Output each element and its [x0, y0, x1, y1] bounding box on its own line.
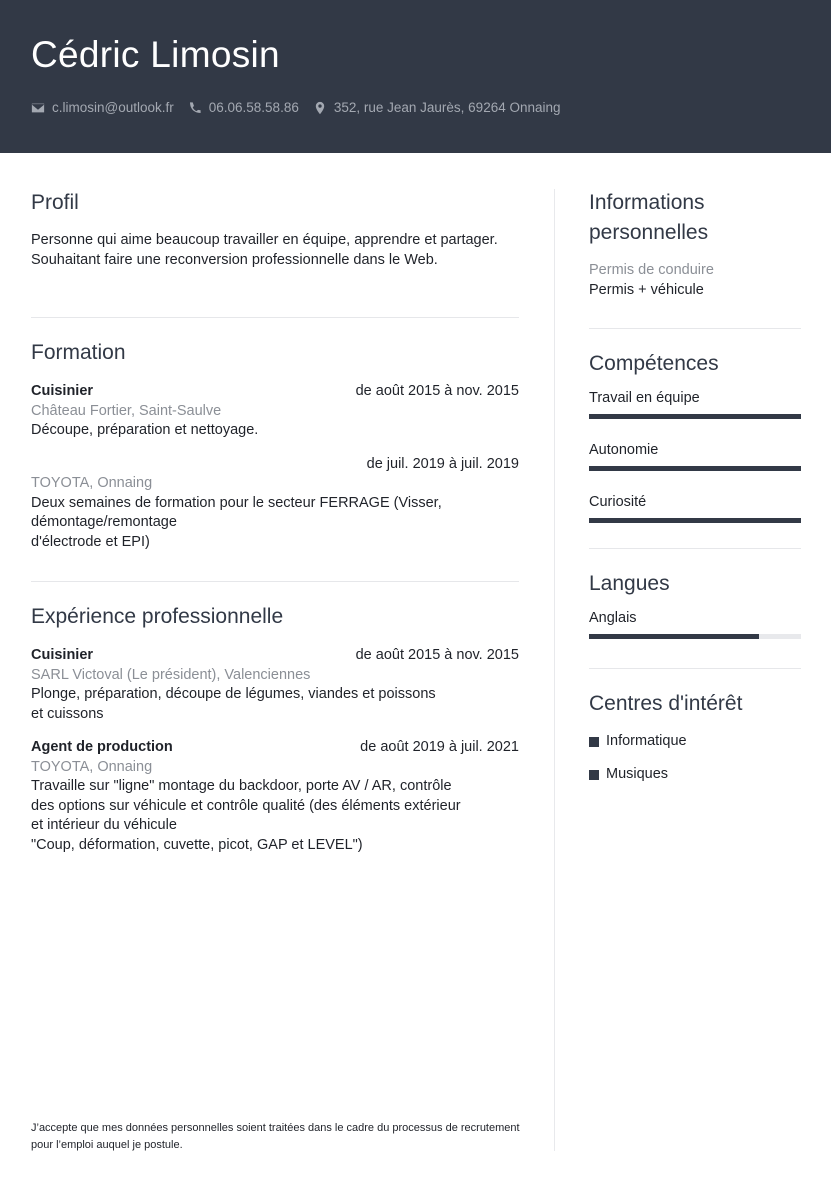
section-title-interests: Centres d'intérêt: [589, 692, 743, 715]
main-column: [31, 188, 519, 855]
language-level-fill: [589, 634, 759, 639]
section-title-languages: Langues: [589, 572, 670, 595]
contact-bar: [31, 100, 575, 115]
education-item-title: Cuisinier: [31, 383, 94, 399]
education-item-place: TOYOTA, Onnaing: [31, 475, 153, 491]
profile-text: Personne qui aime beaucoup travailler en équipe, apprendre et partager. Souhaitant faire une reconversion professionnelle dans le Web.: [31, 232, 498, 268]
section-divider: [589, 548, 801, 549]
section-title-personal-info: Informations personnelles: [589, 191, 709, 244]
interest-label: Informatique: [606, 733, 687, 749]
skill-level-bar: [589, 414, 801, 419]
contact-email[interactable]: [31, 100, 174, 115]
section-title-education: Formation: [31, 341, 126, 364]
column-divider: [554, 189, 555, 1151]
section-title-profile: Profil: [31, 191, 79, 214]
experience-item-place: SARL Victoval (Le président), Valenciennes: [31, 666, 311, 683]
experience-item-title: Agent de production: [31, 739, 173, 755]
license-label: Permis de conduire: [589, 262, 714, 278]
candidate-name: Cédric Limosin: [31, 34, 280, 75]
map-pin-icon: [313, 101, 327, 115]
resume-header: [0, 0, 831, 153]
section-title-experience: Expérience professionnelle: [31, 605, 284, 628]
square-bullet-icon: [589, 770, 599, 780]
interest-label: Musiques: [606, 766, 669, 782]
skill-label: Travail en équipe: [589, 390, 700, 406]
language-item: [589, 609, 801, 639]
experience-item: [31, 738, 519, 855]
skill-item: [589, 441, 801, 471]
experience-item-description: Plonge, préparation, découpe de légumes, viandes et poissons et cuissons: [31, 686, 436, 722]
experience-section: [31, 602, 519, 855]
education-item-description: Découpe, préparation et nettoyage.: [31, 422, 259, 438]
language-level-bar: [589, 634, 801, 639]
skill-item: [589, 389, 801, 419]
skill-item: [589, 493, 801, 523]
contact-address: [313, 100, 561, 115]
interest-item: [589, 732, 801, 751]
education-item: [31, 455, 519, 553]
skills-section: [589, 349, 801, 523]
side-column: [589, 188, 801, 798]
interests-section: [589, 689, 801, 784]
skill-level-fill: [589, 414, 801, 419]
education-item-date: de août 2015 à nov. 2015: [355, 383, 519, 399]
languages-section: [589, 569, 801, 639]
envelope-icon: [31, 101, 45, 115]
consent-note: J’accepte que mes données personnelles soient traitées dans le cadre du processus de recrutement pour l’emploi auquel je postule.: [31, 1122, 520, 1151]
section-divider: [31, 581, 519, 582]
experience-item-place: TOYOTA, Onnaing: [31, 758, 153, 775]
skill-level-bar: [589, 518, 801, 523]
experience-item-title: Cuisinier: [31, 647, 94, 663]
contact-phone[interactable]: [188, 100, 299, 115]
section-title-skills: Compétences: [589, 352, 719, 375]
skill-label: Autonomie: [589, 442, 659, 458]
experience-item-date: de août 2015 à nov. 2015: [355, 647, 519, 663]
phone-text: 06.06.58.58.86: [208, 100, 299, 115]
section-divider: [589, 668, 801, 669]
profile-section: [31, 188, 519, 270]
skill-label: Curiosité: [589, 494, 647, 510]
license-value: Permis + véhicule: [589, 281, 704, 298]
skill-level-bar: [589, 466, 801, 471]
personal-info-section: [589, 188, 801, 300]
skill-level-fill: [589, 466, 801, 471]
education-item: [31, 382, 519, 441]
skill-level-fill: [589, 518, 801, 523]
section-divider: [31, 317, 519, 318]
interest-item: [589, 765, 801, 784]
square-bullet-icon: [589, 737, 599, 747]
education-item-description: Deux semaines de formation pour le secteur FERRAGE (Visser, démontage/remontage d'électrode et EPI): [31, 494, 442, 550]
language-label: Anglais: [589, 610, 637, 626]
experience-item: [31, 646, 519, 724]
section-divider: [589, 328, 801, 329]
education-item-place: Château Fortier, Saint-Saulve: [31, 402, 222, 419]
phone-icon: [188, 101, 202, 115]
experience-item-description: Travaille sur "ligne" montage du backdoor, porte AV / AR, contrôle des options sur véhicule et contrôle qualité (des éléments extérieur et intérieur du véhicule "Coup, déformation, cuvette, picot, GAP et LEVEL"): [31, 778, 461, 853]
experience-item-date: de août 2019 à juil. 2021: [360, 739, 519, 755]
email-text: c.limosin@outlook.fr: [52, 100, 174, 115]
address-text: 352, rue Jean Jaurès, 69264 Onnaing: [333, 100, 561, 115]
education-section: [31, 338, 519, 552]
education-item-date: de juil. 2019 à juil. 2019: [366, 455, 519, 472]
